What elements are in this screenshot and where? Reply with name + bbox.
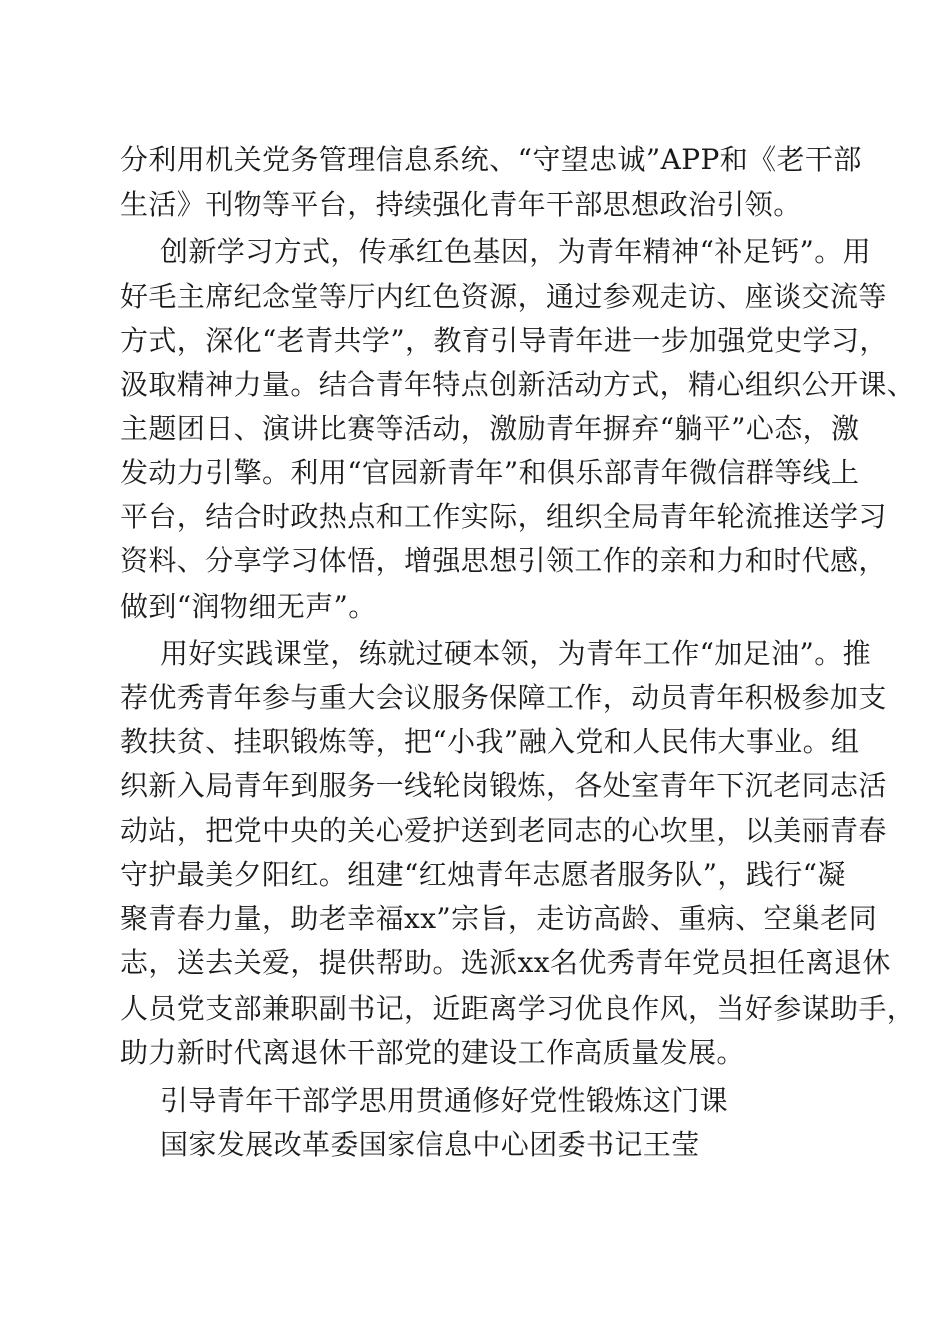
text-line: 生活》刊物等平台，持续强化青年干部思想政治引领。 xyxy=(120,188,802,221)
text-line: 分利用机关党务管理信息系统、“守望忠诚”APP和《老干部 xyxy=(120,143,862,176)
text-line: 人员党支部兼职副书记，近距离学习优良作风，当好参谋助手， xyxy=(120,992,916,1025)
next-article-title: 引导青年干部学思用贯通修好党性锻炼这门课 xyxy=(160,1084,729,1117)
text-line: 做到“润物细无声”。 xyxy=(120,590,377,623)
text-line: 方式，深化“老青共学”，教育引导青年进一步加强党史学习， xyxy=(120,324,888,357)
text-line: 助力新时代离退休干部党的建设工作高质量发展。 xyxy=(120,1036,745,1069)
text-line: 汲取精神力量。结合青年特点创新活动方式，精心组织公开课、 xyxy=(120,368,916,401)
text-line: 聚青春力量，助老幸福xx”宗旨，走访高龄、重病、空巢老同 xyxy=(120,902,878,935)
text-line: 好毛主席纪念堂等厅内红色资源，通过参观走访、座谈交流等 xyxy=(120,280,887,313)
text-line: 平台，结合时政热点和工作实际，组织全局青年轮流推送学习 xyxy=(120,500,887,533)
text-line: 荐优秀青年参与重大会议服务保障工作，动员青年积极参加支 xyxy=(120,681,887,714)
paragraph-first-line: 创新学习方式，传承红色基因，为青年精神“补足钙”。用 xyxy=(160,235,872,268)
text-line: 织新入局青年到服务一线轮岗锻炼，各处室青年下沉老同志活 xyxy=(120,769,887,802)
text-line: 发动力引擎。利用“官园新青年”和俱乐部青年微信群等线上 xyxy=(120,456,860,489)
text-line: 志，送去关爱，提供帮助。选派xx名优秀青年党员担任离退休 xyxy=(120,946,891,979)
next-article-author: 国家发展改革委国家信息中心团委书记王莹 xyxy=(160,1128,700,1161)
text-line: 动站，把党中央的关心爱护送到老同志的心坎里，以美丽青春 xyxy=(120,814,887,847)
text-line: 主题团日、演讲比赛等活动，激励青年摒弃“躺平”心态，激 xyxy=(120,412,860,445)
text-line: 教扶贫、挂职锻炼等，把“小我”融入党和人民伟大事业。组 xyxy=(120,725,860,758)
text-line: 守护最美夕阳红。组建“红烛青年志愿者服务队”，践行“凝 xyxy=(120,858,846,891)
paragraph-first-line: 用好实践课堂，练就过硬本领，为青年工作“加足油”。推 xyxy=(160,637,872,670)
text-line: 资料、分享学习体悟，增强思想引领工作的亲和力和时代感， xyxy=(120,544,887,577)
